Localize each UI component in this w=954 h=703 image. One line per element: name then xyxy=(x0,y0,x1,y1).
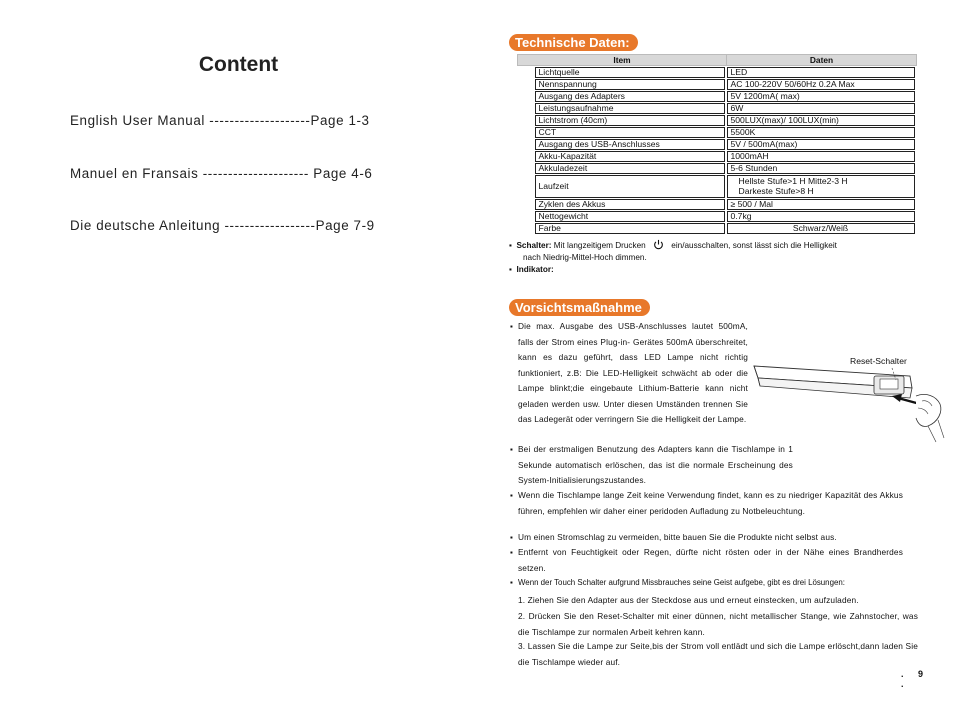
spec-value: 5-6 Stunden xyxy=(727,163,915,174)
spec-value: AC 100-220V 50/60Hz 0.2A Max xyxy=(727,79,915,90)
section-title-technische-daten: Technische Daten: xyxy=(509,34,638,51)
table-row xyxy=(518,90,917,102)
caution-paragraph-6 xyxy=(510,575,918,591)
table-row xyxy=(518,102,917,114)
bullet-icon: ▪ xyxy=(509,241,512,250)
toc-line-german: Die deutsche Anleitung ------------------Page 7-9 xyxy=(70,218,375,233)
spec-value: 500LUX(max)/ 100LUX(min) xyxy=(727,115,915,126)
table-header-item: Item xyxy=(518,55,727,66)
spec-item: Farbe xyxy=(535,223,725,234)
spec-value: Schwarz/Weiß xyxy=(727,223,915,234)
spec-value: 5V 1200mA( max) xyxy=(727,91,915,102)
table-row xyxy=(518,126,917,138)
schalter-note xyxy=(509,239,837,253)
spec-item: Lichtquelle xyxy=(535,67,725,78)
bullet-icon: ▪ xyxy=(509,265,512,274)
figure-label-reset-schalter: Reset-Schalter xyxy=(850,356,907,366)
section-title-vorsichtsmassnahme: Vorsichtsmaßnahme xyxy=(509,299,650,316)
spec-item: Akkuladezeit xyxy=(535,163,725,174)
table-row xyxy=(518,174,917,198)
spec-value-multiline xyxy=(727,175,915,198)
caution-paragraph-2 xyxy=(510,442,793,489)
spec-item: Nennspannung xyxy=(535,79,725,90)
bullet-icon: ▪ xyxy=(510,548,513,557)
right-page xyxy=(504,0,944,703)
caution-paragraph-4 xyxy=(510,530,903,546)
caution-paragraph-5 xyxy=(510,545,903,576)
bullet-icon: ▪ xyxy=(510,578,513,587)
table-row xyxy=(518,78,917,90)
spec-value: 1000mAH xyxy=(727,151,915,162)
indikator-label: Indikator: xyxy=(516,265,554,274)
toc-line-french: Manuel en Fransais --------------------- Page 4-6 xyxy=(70,166,373,181)
spec-item: Lichtstrom (40cm) xyxy=(535,115,725,126)
caution-text-2: Bei der erstmaligen Benutzung des Adapters kann die Tischlampe in 1 Sekunde automatisch erlöschen, das ist die normale Erscheinung des System-Initialisierungszustandes. xyxy=(518,444,793,485)
table-row xyxy=(518,150,917,162)
spec-value-line: Darkeste Stufe>8 H xyxy=(738,185,814,196)
spec-value: 5V / 500mA(max) xyxy=(727,139,915,150)
schalter-text-1: Mit langzeitigem Drucken xyxy=(553,241,646,250)
solution-step-2: 2. Drücken Sie den Reset-Schalter mit einer dünnen, nicht metallischer Stange, wie Zahnstocher, was die Tischlampe zur normalen Arbeit kehren kann. xyxy=(518,611,918,637)
caution-paragraph-1 xyxy=(510,319,748,428)
spec-item: CCT xyxy=(535,127,725,138)
table-row xyxy=(518,198,917,210)
solution-step-1: 1. Ziehen Sie den Adapter aus der Steckdose aus und erneut einstecken, um aufzuladen. xyxy=(518,595,859,605)
spec-item: Ausgang des USB-Anschlusses xyxy=(535,139,725,150)
spec-item: Nettogewicht xyxy=(535,211,725,222)
caution-text-6: Wenn der Touch Schalter aufgrund Missbrauches seine Geist aufgebe, gibt es drei Lösungen: xyxy=(518,578,845,587)
table-header-daten: Daten xyxy=(727,55,917,66)
bullet-icon: ▪ xyxy=(510,491,513,500)
spec-item: Laufzeit xyxy=(535,175,725,198)
schalter-note-cont: nach Niedrig-Mittel-Hoch dimmen. xyxy=(523,253,647,262)
indikator-note xyxy=(509,264,554,275)
bullet-icon: ▪ xyxy=(510,533,513,542)
table-row xyxy=(518,138,917,150)
caution-text-5: Entfernt von Feuchtigkeit oder Regen, dürfte nicht rösten oder in der Nähe eines Brandherdes setzen. xyxy=(518,547,903,573)
spec-value: LED xyxy=(727,67,915,78)
power-icon xyxy=(653,239,664,253)
spec-item: Ausgang des Adapters xyxy=(535,91,725,102)
reset-switch-figure xyxy=(750,346,945,451)
table-row xyxy=(518,222,917,234)
spec-table xyxy=(517,54,917,234)
table-row xyxy=(518,162,917,174)
table-row xyxy=(518,66,917,79)
toc-line-english: English User Manual --------------------Page 1-3 xyxy=(70,113,370,128)
caution-paragraph-3 xyxy=(510,488,903,519)
schalter-text-2: ein/ausschalten, sonst lässt sich die Helligkeit xyxy=(671,241,837,250)
caution-text-3: Wenn die Tischlampe lange Zeit keine Verwendung findet, kann es zu niedriger Kapazität des Akkus führen, empfehlen wir daher einer peridoden Aufladung zu Notbeleuchtung. xyxy=(518,490,903,516)
bullet-icon: ▪ xyxy=(510,445,513,454)
table-row xyxy=(518,210,917,222)
spec-item: Akku-Kapazität xyxy=(535,151,725,162)
spec-item: Leistungsaufnahme xyxy=(535,103,725,114)
solution-step-3: 3. Lassen Sie die Lampe zur Seite,bis der Strom voll entlädt und sich die Lampe erlöscht,dann laden Sie die Tischlampe wieder auf. xyxy=(518,641,918,667)
spec-value-line: Hellste Stufe>1 H Mitte2-3 H xyxy=(738,175,848,186)
spec-value: 5500K xyxy=(727,127,915,138)
bullet-icon: ▪ xyxy=(510,322,513,331)
spec-value: ≥ 500 / Mal xyxy=(727,199,915,210)
page-number: . 9 . xyxy=(901,669,930,689)
spec-value: 6W xyxy=(727,103,915,114)
schalter-label: Schalter: xyxy=(516,241,552,250)
spec-value: 0.7kg xyxy=(727,211,915,222)
caution-text-4: Um einen Stromschlag zu vermeiden, bitte bauen Sie die Produkte nicht selbst aus. xyxy=(518,532,837,542)
caution-text-1: Die max. Ausgabe des USB-Anschlusses lautet 500mA, falls der Strom eines Plug-in- Gerätes 500mA überschreitet, kann es dazu geführt, dass LED Lampe nicht richtig funktioniert, z.B: Die LED-Helligkeit schwächt ab oder die Lampe blinkt;die eingebaute Lithium-Batterie kann nicht geladen werden usw. Unter diesen Umständen trennen Sie das Ladegerät oder verringern Sie die Helligkeit der Lampe. xyxy=(518,321,748,424)
table-row xyxy=(518,114,917,126)
spec-item: Zyklen des Akkus xyxy=(535,199,725,210)
content-title: Content xyxy=(198,53,279,76)
